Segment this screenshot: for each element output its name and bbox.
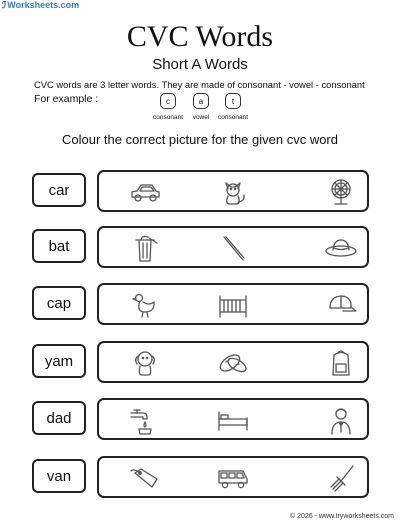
fan-icon[interactable] xyxy=(323,177,359,207)
car-icon[interactable] xyxy=(127,177,163,207)
picture-box-cap xyxy=(97,283,369,325)
logo-text: Worksheets.com xyxy=(7,0,80,10)
page-title: CVC Words xyxy=(126,20,274,53)
example-caption: vowel xyxy=(192,114,210,121)
hen-icon[interactable] xyxy=(127,290,163,320)
example-letter-box: a xyxy=(193,93,209,109)
picture-box-dad xyxy=(97,398,369,440)
trash-can-icon[interactable] xyxy=(127,233,163,263)
picture-box-car xyxy=(97,170,369,212)
example-caption: consonant xyxy=(153,114,183,121)
page-subtitle: Short A Words xyxy=(152,56,248,73)
word-box-van: van xyxy=(32,459,86,493)
word-box-dad: dad xyxy=(32,401,86,435)
picture-box-bat xyxy=(97,226,369,268)
word-box-yam: yam xyxy=(32,344,86,378)
dad-icon[interactable] xyxy=(323,405,359,435)
tap-icon[interactable] xyxy=(127,405,163,435)
word-box-bat: bat xyxy=(32,229,86,263)
word-box-cap: cap xyxy=(32,286,86,320)
pencil-logo-icon: ℐ xyxy=(2,0,7,10)
instruction-text: Colour the correct picture for the given cvc word xyxy=(61,132,338,147)
word-box-car: car xyxy=(32,173,86,207)
crib-icon[interactable] xyxy=(215,290,251,320)
example-letter-box: c xyxy=(160,93,176,109)
yam-icon[interactable] xyxy=(215,348,251,378)
van-icon[interactable] xyxy=(215,463,251,493)
intro-text: CVC words are 3 letter words. They are made of consonant - vowel - consonant xyxy=(34,79,365,90)
cap-icon[interactable] xyxy=(323,290,359,320)
stick-icon[interactable] xyxy=(215,233,251,263)
footer-copyright: © 2026 - www.tryworksheets.com xyxy=(290,513,394,520)
example-letter-box: t xyxy=(225,93,241,109)
puppy-icon[interactable] xyxy=(127,348,163,378)
backpack-icon[interactable] xyxy=(323,348,359,378)
hat-icon[interactable] xyxy=(323,233,359,263)
bed-icon[interactable] xyxy=(215,405,251,435)
picture-box-van xyxy=(97,456,369,498)
logo xyxy=(2,0,79,11)
picture-box-yam xyxy=(97,341,369,383)
cat-icon[interactable] xyxy=(215,177,251,207)
example-caption: consonant xyxy=(218,114,248,121)
broom-icon[interactable] xyxy=(323,463,359,493)
example-label: For example : xyxy=(34,93,99,105)
tag-icon[interactable] xyxy=(127,463,163,493)
